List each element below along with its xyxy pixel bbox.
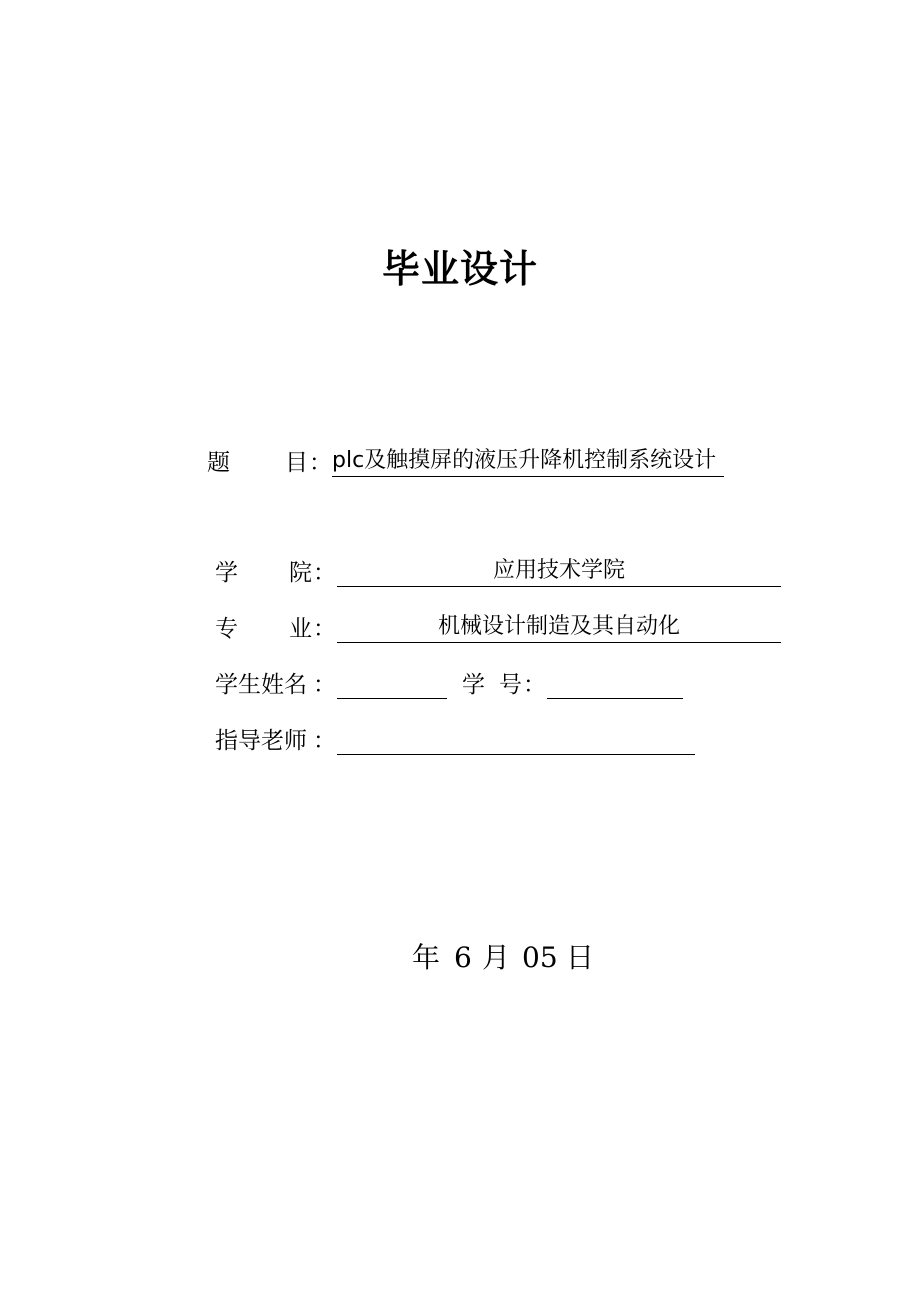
major-colon: ： [313, 616, 336, 642]
student-name-colon: ： [313, 672, 336, 698]
student-name-field [337, 668, 447, 699]
student-name-label: 学生姓名 [215, 672, 307, 698]
date-month-char: 月 [482, 941, 511, 974]
college-colon: ： [313, 560, 336, 586]
advisor-label: 指导老师 [215, 728, 307, 754]
date-month-number: 6 [454, 941, 472, 974]
college-value: 应用技术学院 [337, 556, 781, 587]
advisor-field [337, 724, 695, 755]
college-label-first-char: 学 [215, 560, 238, 586]
student-id-label-first-char: 学 [462, 672, 485, 698]
page-title: 毕业设计 [381, 247, 538, 291]
college-label-second-char: 院 [289, 560, 312, 586]
date-row [0, 938, 920, 978]
advisor-colon: ： [313, 728, 336, 754]
topic-colon: ： [309, 450, 332, 476]
student-id-colon: ： [523, 672, 546, 698]
major-label-first-char: 专 [215, 616, 238, 642]
major-value: 机械设计制造及其自动化 [337, 612, 781, 643]
student-id-label-second-char: 号 [499, 672, 522, 698]
date-day-number: 05 [522, 941, 558, 974]
student-id-field [547, 668, 683, 699]
topic-label-second-char: 目 [285, 450, 308, 476]
major-label-second-char: 业 [289, 616, 312, 642]
date-year-char: 年 [412, 941, 441, 974]
date-day-char: 日 [566, 941, 595, 974]
topic-value: plc及触摸屏的液压升降机控制系统设计 [332, 446, 724, 477]
topic-label-first-char: 题 [207, 450, 230, 476]
